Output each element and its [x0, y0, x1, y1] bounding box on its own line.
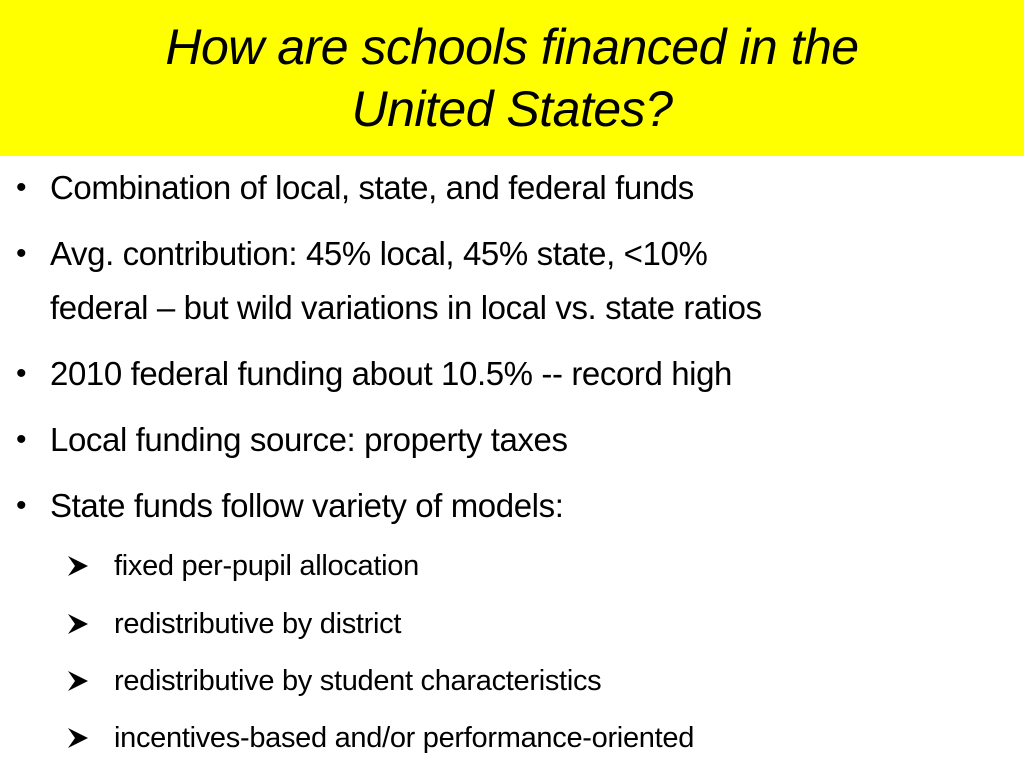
sub-bullet-text: redistributive by student characteristics [114, 665, 602, 697]
bullet-text: 2010 federal funding about 10.5% -- record high [50, 355, 733, 392]
bullet-list [0, 160, 1024, 768]
bullet-text: Combination of local, state, and federal funds [50, 169, 694, 206]
bullet-dot: • [16, 489, 27, 522]
slide-title-line-1: How are schools financed in the [165, 19, 859, 75]
bullet-text-line-2: federal – but wild variations in local vs. state ratios [50, 289, 762, 326]
bullet-text: Local funding source: property taxes [50, 421, 568, 458]
bullet-text-line-1: Avg. contribution: 45% local, 45% state, <10% [50, 235, 708, 272]
sub-bullet-text: fixed per-pupil allocation [114, 550, 419, 582]
bullet-dot: • [16, 423, 27, 456]
bullet-text: State funds follow variety of models: [50, 487, 564, 524]
arrowhead-icon [66, 554, 90, 578]
arrowhead-icon [66, 612, 90, 636]
arrowhead-icon [66, 726, 90, 750]
bullet-dot: • [16, 357, 27, 390]
sub-bullet-text: redistributive by district [114, 608, 402, 640]
sub-bullet-text: incentives-based and/or performance-oriented [114, 722, 695, 754]
bullet-dot: • [16, 237, 27, 270]
slide-title-line-2: United States? [351, 81, 673, 137]
arrowhead-icon [66, 669, 90, 693]
bullet-dot: • [16, 171, 27, 204]
slide-title-banner [0, 0, 1024, 156]
